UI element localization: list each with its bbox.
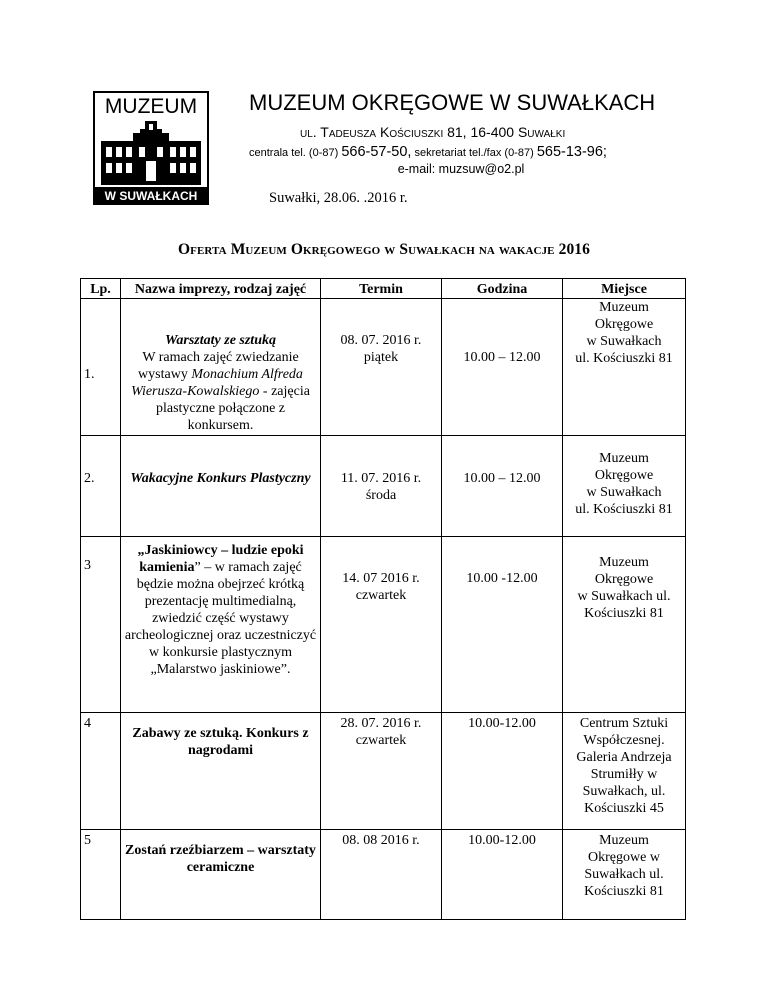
- row-term: [321, 299, 442, 436]
- event-day: czwartek: [355, 733, 407, 748]
- event-date: 28. 07. 2016 r.: [340, 716, 422, 731]
- row-term: [321, 537, 442, 713]
- row-place: [563, 436, 686, 537]
- place-line: Kościuszki 45: [584, 801, 664, 816]
- place-line: Muzeum: [599, 833, 649, 848]
- place-line: Galeria Andrzeja: [576, 750, 672, 765]
- row-lp-text: 2.: [84, 471, 95, 486]
- row-name: [121, 713, 321, 830]
- row-place: [563, 830, 686, 920]
- row-name: [121, 436, 321, 537]
- row-lp-text: 5: [84, 833, 91, 848]
- event-title: Zabawy ze sztuką. Konkurs z nagrodami: [132, 726, 309, 758]
- tel-number-central: 566-57-50,: [341, 144, 412, 160]
- place-line: Suwałkach, ul.: [582, 784, 666, 799]
- tel-number-secretariat: 565-13-96;: [536, 144, 607, 160]
- row-lp: [81, 299, 121, 436]
- place-line: Suwałkach ul.: [584, 867, 664, 882]
- header-term: Termin: [321, 279, 442, 299]
- place-line: Okręgowe: [594, 468, 654, 483]
- place-line: Muzeum: [599, 300, 649, 315]
- event-title: Zostań rzeźbiarzem – warsztaty ceramiczne: [125, 843, 316, 875]
- table-row: [81, 830, 686, 920]
- event-day: czwartek: [355, 588, 407, 603]
- event-title: „Jaskiniowcy – ludzie epoki kamienia: [137, 543, 304, 575]
- row-term: [321, 830, 442, 920]
- row-name: [121, 830, 321, 920]
- place-line: w Suwałkach: [586, 334, 662, 349]
- museum-address: ul. Tadeusza Kościuszki 81, 16-400 Suwałki: [300, 124, 566, 140]
- place-line: Centrum Sztuki: [579, 716, 669, 731]
- event-hour: 10.00-12.00: [468, 833, 536, 848]
- place-line: Okręgowe w: [588, 850, 660, 865]
- museum-email: e-mail: muzsuw@o2.pl: [397, 162, 525, 176]
- row-lp: [81, 537, 121, 713]
- row-hour: [442, 713, 563, 830]
- place-line: w Suwałkach ul.: [577, 589, 671, 604]
- museum-logo: [93, 91, 209, 205]
- event-date: 11. 07. 2016 r.: [340, 471, 422, 486]
- place-line: Współczesnej.: [583, 733, 665, 748]
- row-hour: [442, 830, 563, 920]
- event-date: 08. 07. 2016 r.: [340, 333, 422, 348]
- row-lp-text: 1.: [84, 367, 95, 382]
- document-date: Suwałki, 28.06. .2016 r.: [269, 190, 408, 206]
- event-title: Wakacyjne Konkurs Plastyczny: [130, 471, 311, 486]
- event-date: 14. 07 2016 r.: [342, 571, 420, 586]
- event-hour: 10.00 – 12.00: [463, 350, 541, 365]
- tel-label-secretariat: sekretariat tel./fax (0-87): [414, 147, 534, 159]
- place-line: Kościuszki 81: [584, 884, 664, 899]
- museum-title: MUZEUM OKRĘGOWE W SUWAŁKACH: [249, 90, 656, 115]
- event-hour: 10.00-12.00: [468, 716, 536, 731]
- place-line: ul. Kościuszki 81: [575, 351, 673, 366]
- row-lp-text: 4: [84, 716, 91, 731]
- event-day: piątek: [363, 350, 399, 365]
- row-name: [121, 537, 321, 713]
- table-row: [81, 299, 686, 436]
- event-hour: 10.00 – 12.00: [463, 471, 541, 486]
- event-title: Warsztaty ze sztuką: [165, 333, 276, 348]
- header-lp: Lp.: [81, 279, 121, 299]
- museum-phones: [249, 144, 689, 160]
- row-lp-text: 3: [84, 558, 91, 573]
- event-date: 08. 08 2016 r.: [342, 833, 420, 848]
- place-line: Okręgowe: [594, 572, 654, 587]
- row-place: [563, 713, 686, 830]
- row-lp: [81, 830, 121, 920]
- event-desc-part1: W ramach zajęć zwiedzanie wystawy: [138, 350, 299, 382]
- row-term: [321, 436, 442, 537]
- row-lp: [81, 713, 121, 830]
- row-hour: [442, 299, 563, 436]
- table-header-row: [81, 279, 686, 299]
- event-day: środa: [365, 488, 397, 503]
- place-line: ul. Kościuszki 81: [575, 502, 673, 517]
- place-line: Strumiłły w: [590, 767, 658, 782]
- event-desc: ” – w ramach zajęć będzie można obejrzeć krótką prezentację multimedialną, zwiedzić część wystawy archeologicznej oraz uczestniczyć w konkursie plastycznym „Malarstwo jaskiniowe”.: [124, 560, 317, 677]
- event-desc-part2: - zajęcia plastyczne połączone z konkursem.: [155, 384, 310, 433]
- offer-title: Oferta Muzeum Okręgowego w Suwałkach na wakacje 2016: [177, 241, 590, 258]
- header-name: Nazwa imprezy, rodzaj zajęć: [121, 279, 321, 299]
- place-line: Okręgowe: [594, 317, 654, 332]
- header-hour: Godzina: [442, 279, 563, 299]
- header-place: Miejsce: [563, 279, 686, 299]
- row-name: [121, 299, 321, 436]
- place-line: Muzeum: [599, 451, 649, 466]
- logo-bottom-text: W SUWAŁKACH: [104, 189, 198, 203]
- place-line: Kościuszki 81: [584, 606, 664, 621]
- row-term: [321, 713, 442, 830]
- place-line: Muzeum: [599, 555, 649, 570]
- row-place: [563, 299, 686, 436]
- table-row: [81, 436, 686, 537]
- row-place: [563, 537, 686, 713]
- logo-top-text: MUZEUM: [104, 95, 198, 118]
- tel-label-central: centrala tel. (0-87): [249, 147, 339, 159]
- row-hour: [442, 436, 563, 537]
- place-line: w Suwałkach: [586, 485, 662, 500]
- table-row: [81, 537, 686, 713]
- row-lp: [81, 436, 121, 537]
- row-hour: [442, 537, 563, 713]
- event-hour: 10.00 -12.00: [466, 571, 538, 586]
- event-desc-italic: Monachium Alfreda Wierusza-Kowalskiego: [131, 367, 303, 399]
- events-table: [80, 278, 686, 920]
- table-row: [81, 713, 686, 830]
